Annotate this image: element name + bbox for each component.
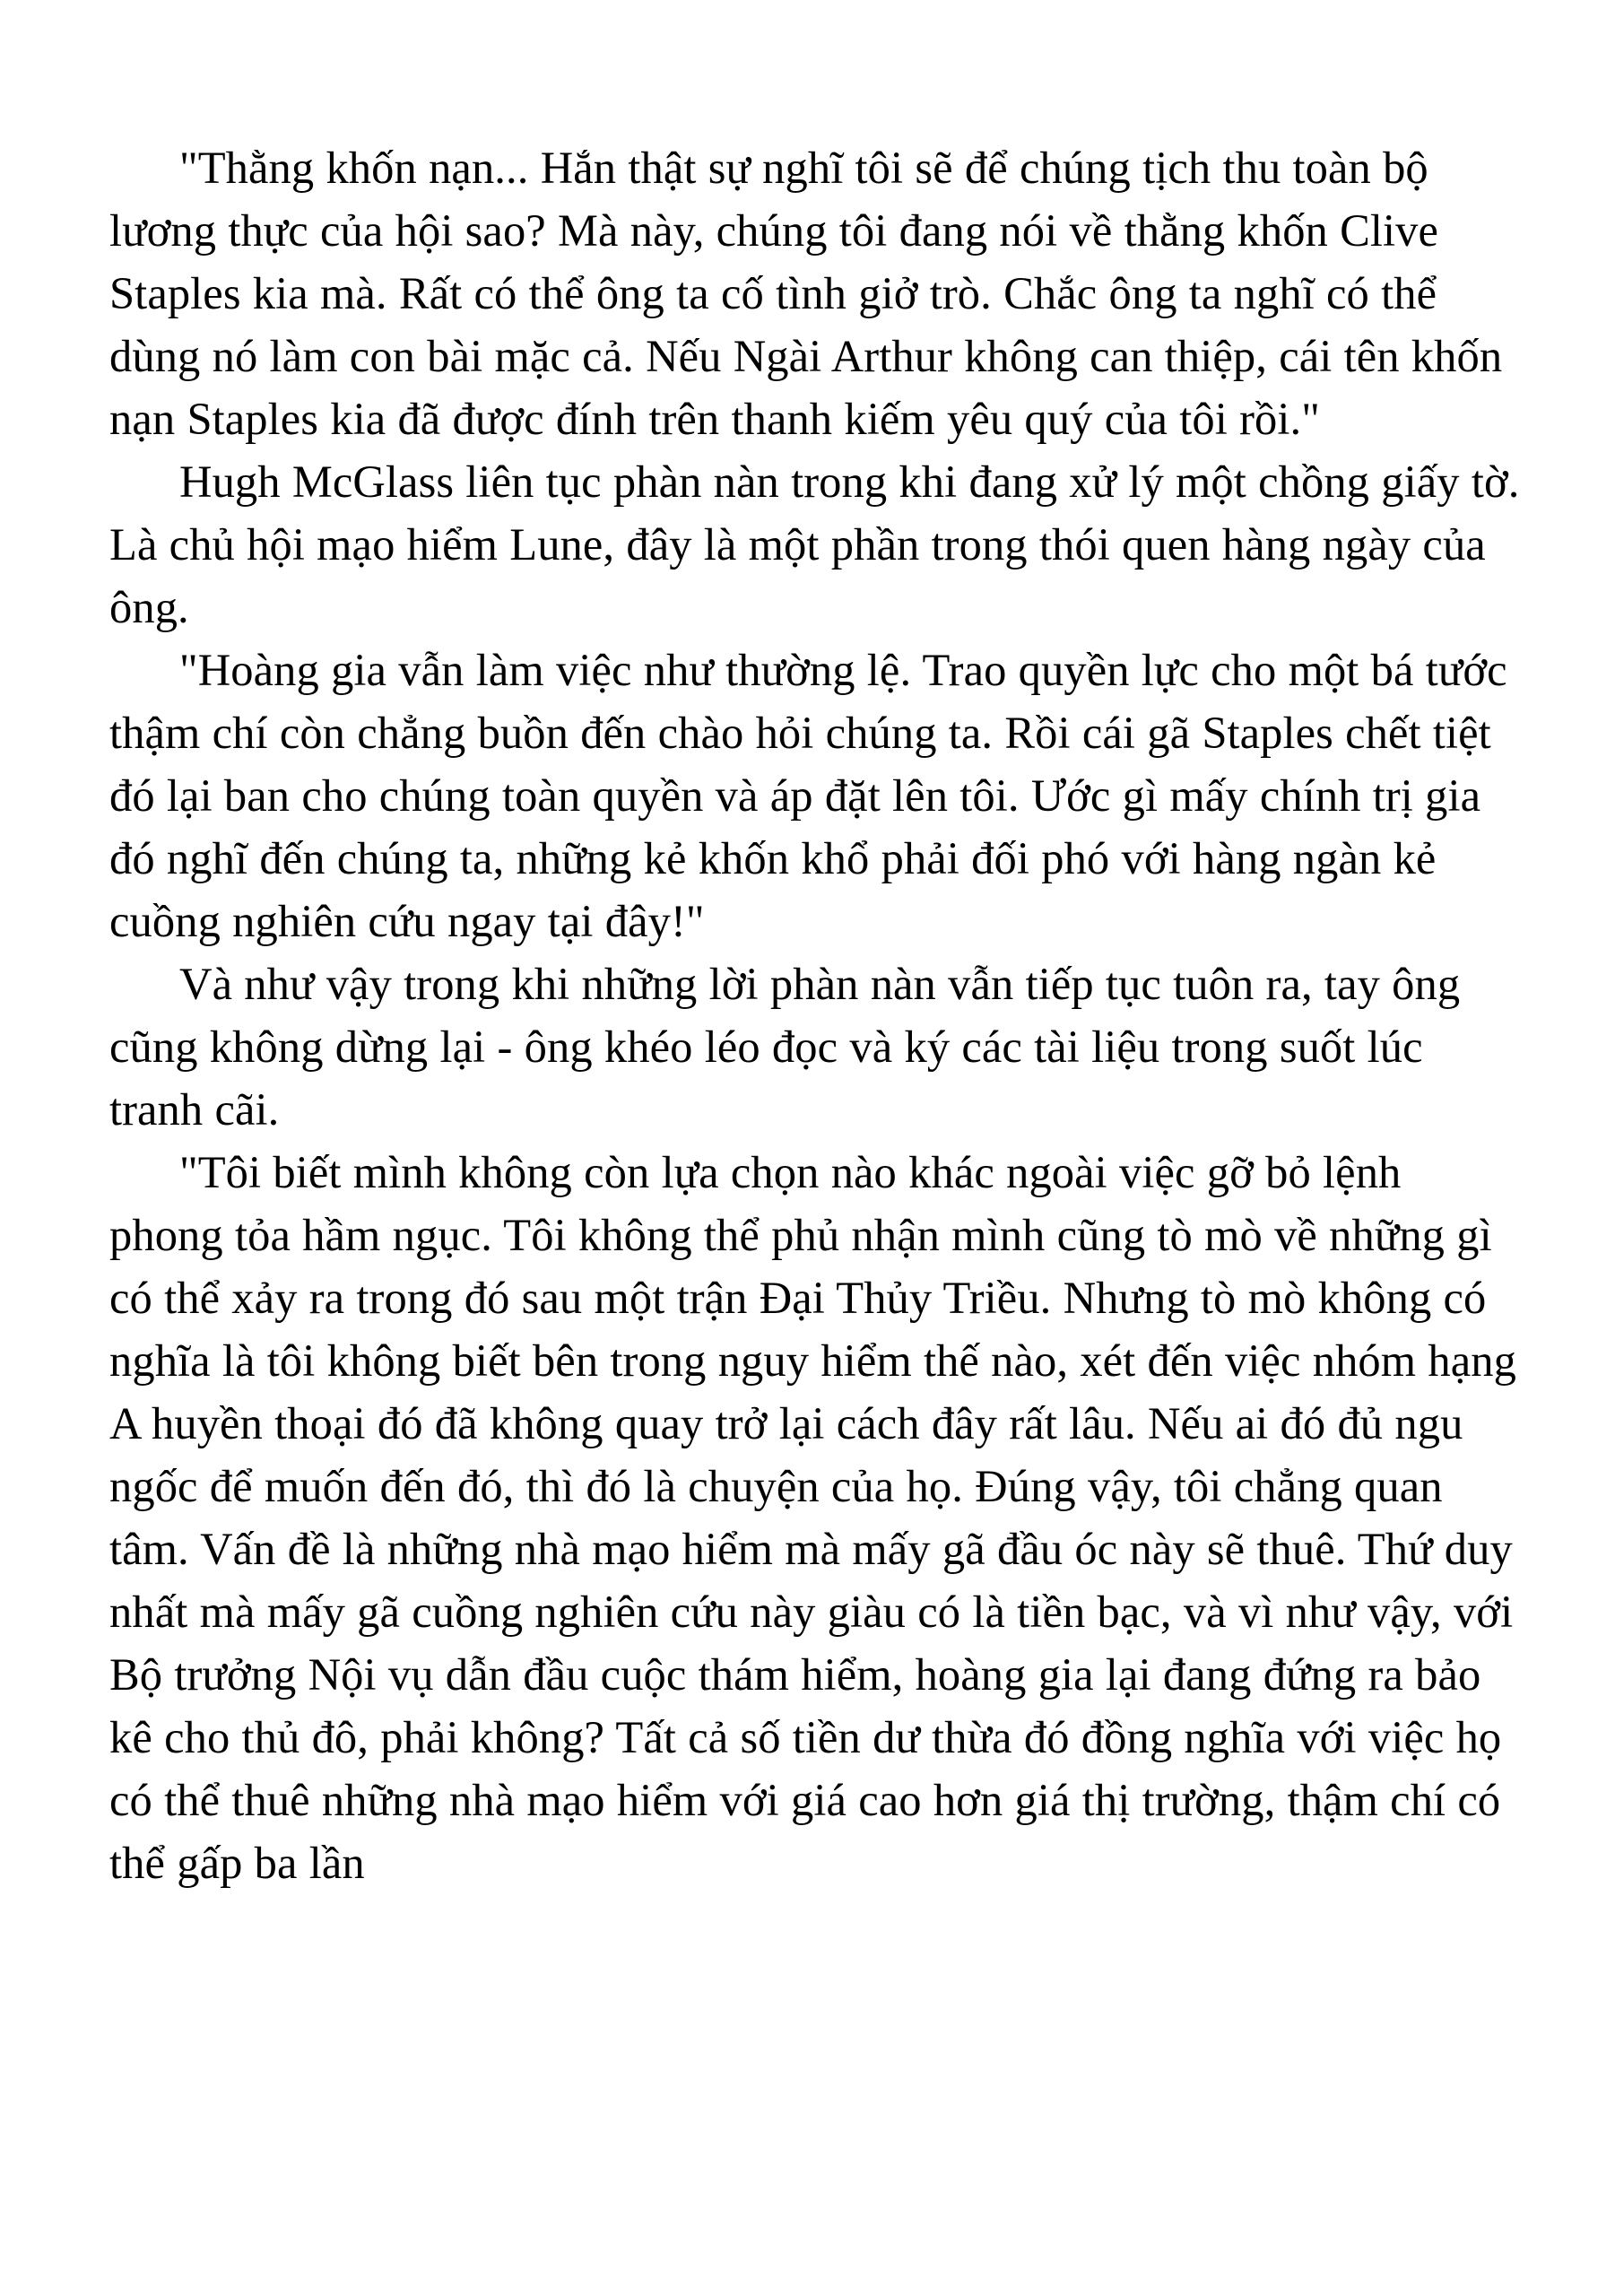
paragraph-3: "Hoàng gia vẫn làm việc như thường lệ. Trao quyền lực cho một bá tước thậm chí còn chẳng buồn đến chào hỏi chúng ta. Rồi cái gã Staples chết tiệt đó lại ban cho chúng toàn quyền và áp đặt lên tôi. Ước gì mấy chính trị gia đó nghĩ đến chúng ta, những kẻ khốn khổ phải đối phó với hàng ngàn kẻ cuồng nghiên cứu ngay tại đây!" <box>109 645 1507 946</box>
paragraph-4: Và như vậy trong khi những lời phàn nàn vẫn tiếp tục tuôn ra, tay ông cũng không dừng lại - ông khéo léo đọc và ký các tài liệu trong suốt lúc tranh cãi. <box>109 959 1461 1135</box>
paragraph-2: Hugh McGlass liên tục phàn nàn trong khi đang xử lý một chồng giấy tờ. Là chủ hội mạo hiểm Lune, đây là một phần trong thói quen hàng ngày của ông. <box>109 457 1520 632</box>
page-text-body <box>109 136 1524 1894</box>
paragraph-5: "Tôi biết mình không còn lựa chọn nào khác ngoài việc gỡ bỏ lệnh phong tỏa hầm ngục. Tôi không thể phủ nhận mình cũng tò mò về những gì có thể xảy ra trong đó sau một trận Đại Thủy Triều. Nhưng tò mò không có nghĩa là tôi không biết bên trong nguy hiểm thế nào, xét đến việc nhóm hạng A huyền thoại đó đã không quay trở lại cách đây rất lâu. Nếu ai đó đủ ngu ngốc để muốn đến đó, thì đó là chuyện của họ. Đúng vậy, tôi chẳng quan tâm. Vấn đề là những nhà mạo hiểm mà mấy gã đầu óc này sẽ thuê. Thứ duy nhất mà mấy gã cuồng nghiên cứu này giàu có là tiền bạc, và vì như vậy, với Bộ trưởng Nội vụ dẫn đầu cuộc thám hiểm, hoàng gia lại đang đứng ra bảo kê cho thủ đô, phải không? Tất cả số tiền dư thừa đó đồng nghĩa với việc họ có thể thuê những nhà mạo hiểm với giá cao hơn giá thị trường, thậm chí có thể gấp ba lần <box>109 1147 1516 1888</box>
paragraph-1: "Thằng khốn nạn... Hắn thật sự nghĩ tôi sẽ để chúng tịch thu toàn bộ lương thực của hội sao? Mà này, chúng tôi đang nói về thằng khốn Clive Staples kia mà. Rất có thể ông ta cố tình giở trò. Chắc ông ta nghĩ có thể dùng nó làm con bài mặc cả. Nếu Ngài Arthur không can thiệp, cái tên khốn nạn Staples kia đã được đính trên thanh kiếm yêu quý của tôi rồi." <box>109 143 1503 444</box>
